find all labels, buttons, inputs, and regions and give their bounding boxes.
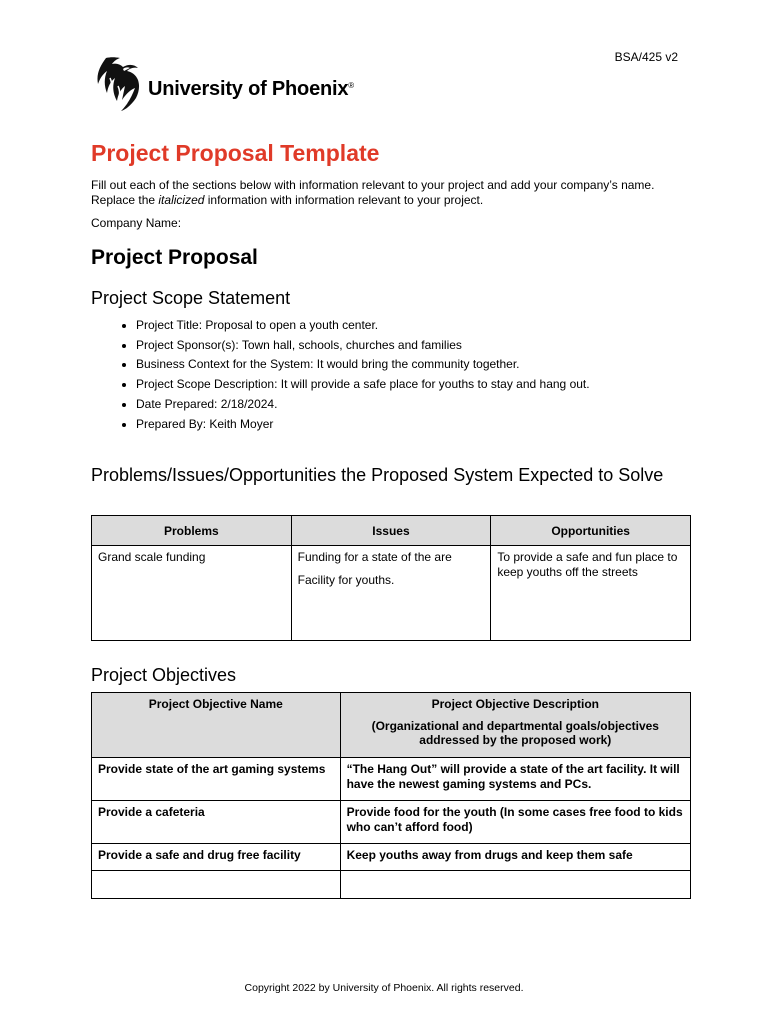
column-header-opportunities: Opportunities [491, 516, 691, 546]
column-header-objective-name: Project Objective Name [92, 693, 341, 758]
university-logo [92, 55, 362, 117]
problems-heading: Problems/Issues/Opportunities the Proposed System Expected to Solve [91, 465, 664, 485]
table-row [92, 801, 691, 844]
table-row [92, 871, 691, 899]
issue-cell: Funding for a state of the are Facility for youths. [291, 546, 491, 641]
objective-name-cell: Provide state of the art gaming systems [92, 758, 341, 801]
section-heading: Project Proposal [91, 246, 258, 269]
intro-paragraph: Fill out each of the sections below with information relevant to your project and add your company’s name. Replace the italicized information with information relevant to your project. [91, 178, 655, 207]
list-item: • Prepared By: Keith Moyer [136, 415, 696, 435]
column-header-issues: Issues [291, 516, 491, 546]
objective-name-cell: Provide a safe and drug free facility [92, 844, 341, 871]
table-header-row [92, 693, 691, 758]
list-item: • Project Scope Description: It will provide a safe place for youths to stay and hang out. [136, 375, 696, 395]
phoenix-bird-icon [92, 56, 144, 116]
objective-name-cell [92, 871, 341, 899]
table-header-row [92, 516, 691, 546]
problem-cell: Grand scale funding [92, 546, 292, 641]
scope-list [112, 316, 696, 434]
problems-table [91, 515, 691, 641]
opportunity-cell: To provide a safe and fun place to keep youths off the streets [491, 546, 691, 641]
page-title: Project Proposal Template [91, 140, 380, 166]
objectives-table [91, 692, 691, 899]
list-item: • Business Context for the System: It would bring the community together. [136, 355, 696, 375]
table-row [92, 758, 691, 801]
company-name-label: Company Name: [91, 216, 182, 230]
objectives-heading: Project Objectives [91, 665, 237, 685]
objective-desc-cell: Provide food for the youth (In some cases free food to kids who can’t afford food) [340, 801, 690, 844]
column-header-objective-description: Project Objective Description (Organizational and departmental goals/objectives addressed by the proposed work) [340, 693, 690, 758]
list-item: • Date Prepared: 2/18/2024. [136, 395, 696, 415]
course-code: BSA/425 v2 [614, 50, 678, 64]
objective-desc-cell [340, 871, 690, 899]
list-item: • Project Sponsor(s): Town hall, schools, churches and families [136, 336, 696, 356]
objective-desc-cell: Keep youths away from drugs and keep them safe [340, 844, 690, 871]
column-header-problems: Problems [92, 516, 292, 546]
objective-desc-cell: “The Hang Out” will provide a state of the art facility. It will have the newest gaming systems and PCs. [340, 758, 690, 801]
scope-heading: Project Scope Statement [91, 288, 291, 308]
logo-wordmark: University of Phoenix® [148, 77, 354, 100]
copyright-footer: Copyright 2022 by University of Phoenix. All rights reserved. [244, 982, 524, 994]
objective-name-cell: Provide a cafeteria [92, 801, 341, 844]
table-row [92, 844, 691, 871]
list-item: • Project Title: Proposal to open a youth center. [136, 316, 696, 336]
table-row [92, 546, 691, 641]
